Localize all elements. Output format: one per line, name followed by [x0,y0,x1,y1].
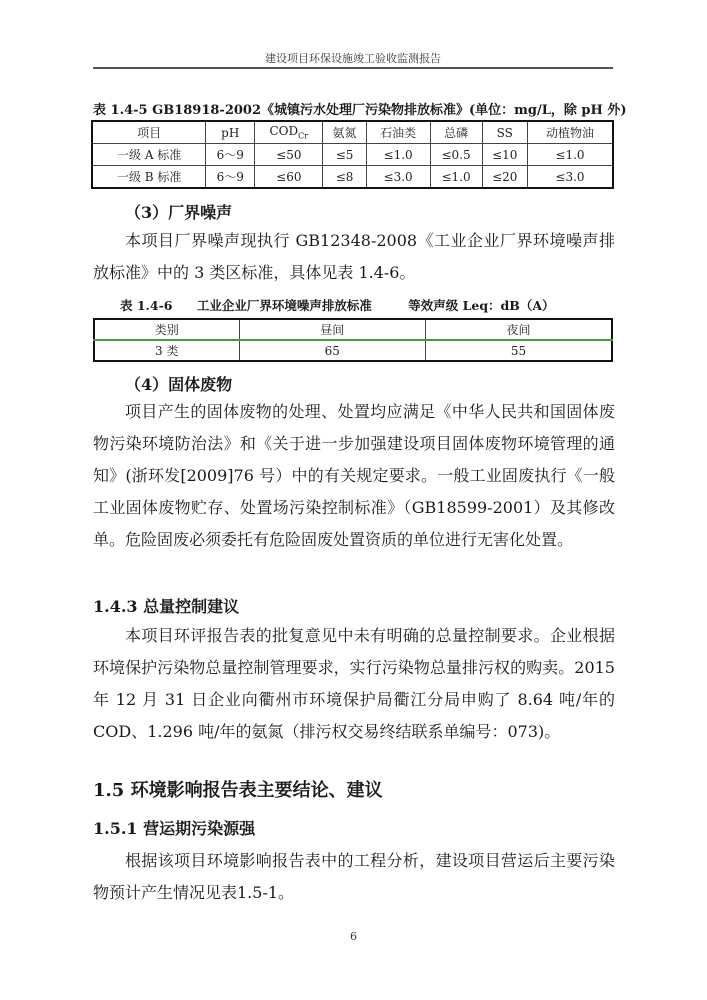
section-1-4-3-heading: 1.4.3 总量控制建议 [93,597,240,616]
table-cell: 6～9 [206,166,255,189]
header-cell [255,121,323,144]
section-1-5-heading: 1.5 环境影响报告表主要结论、建议 [93,780,383,801]
section-1-5-1-paragraph [93,845,615,909]
caption-title: 工业企业厂界环境噪声排放标准 [196,298,372,313]
table-header-row [92,121,613,144]
section-1-4-3-paragraph [93,620,615,748]
table-cell: ≤50 [255,144,323,166]
solid-waste-heading: （4）固体废物 [125,375,233,394]
header-cell: 夜间 [426,319,613,340]
noise-standard-table [93,318,613,362]
page-number: 6 [350,930,357,943]
table-1-caption: 表 1.4-5 GB18918-2002《城镇污水处理厂污染物排放标准》(单位：mg/L，除 pH 外) [93,103,627,118]
cod-subscript: Cr [298,131,309,141]
section-1-5-1-heading: 1.5.1 营运期污染源强 [93,819,256,838]
header-cell: 类别 [94,319,239,340]
table-cell: ≤1.0 [430,166,482,189]
table-header-row [94,319,612,340]
header-cell: SS [482,121,527,144]
table-cell: ≤10 [482,144,527,166]
caption-unit: 等效声级 Leq：dB（A） [408,298,555,313]
table-cell: ≤0.5 [430,144,482,166]
header-cell: 昼间 [239,319,425,340]
paragraph-text: 根据该项目环境影响报告表中的工程分析，建设项目营运后主要污染物预计产生情况见表1.5-1。 [93,851,615,902]
table-2-caption [120,296,555,314]
table-cell: ≤8 [323,166,366,189]
table-row [92,166,613,189]
header-cell: 项目 [92,121,206,144]
noise-heading: （3）厂界噪声 [125,203,233,222]
header-cell: 总磷 [430,121,482,144]
table-cell: ≤3.0 [366,166,430,189]
table-cell: ≤20 [482,166,527,189]
header-rule [93,67,613,69]
sewage-standard-table [91,120,614,189]
noise-paragraph [93,225,615,289]
table-row [94,340,612,361]
header-cell: pH [206,121,255,144]
caption-id: 表 1.4-6 [120,298,173,313]
table-cell: ≤1.0 [366,144,430,166]
table-cell: 3 类 [94,340,239,361]
table-cell: ≤60 [255,166,323,189]
solid-waste-paragraph [93,396,615,556]
table-cell: ≤5 [323,144,366,166]
paragraph-text: 项目产生的固体废物的处理、处置均应满足《中华人民共和国固体废物污染环境防治法》和《关于进一步加强建设项目固体废物环境管理的通知》(浙环发[2009]76 号）中的有关规定要求。一般工业固废执行《一般工业固体废物贮存、处置场污染控制标准》（GB18599-2001）及其修改单。危险固废必须委托有危险固废处置资质的单位进行无害化处置。 [93,402,615,549]
header-cell: 氨氮 [323,121,366,144]
table-cell: ≤3.0 [527,166,613,189]
table-cell: 55 [426,340,613,361]
cod-label: COD [269,124,299,139]
table-cell: ≤1.0 [527,144,613,166]
header-cell: 石油类 [366,121,430,144]
running-header: 建设项目环保设施竣工验收监测报告 [265,52,441,65]
table-row [92,144,613,166]
table-cell: 一级 B 标准 [92,166,206,189]
paragraph-text: 本项目环评报告表的批复意见中未有明确的总量控制要求。企业根据环境保护污染物总量控制管理要求，实行污染物总量排污权的购卖。2015 年 12 月 31 日企业向衢州市环境保护局衢江分局申购了 8.64 吨/年的 COD、1.296 吨/年的氨氮（排污权交易终结联系单编号：073)。 [93,626,615,741]
table-cell: 6～9 [206,144,255,166]
table-cell: 一级 A 标准 [92,144,206,166]
paragraph-text: 本项目厂界噪声现执行 GB12348-2008《工业企业厂界环境噪声排放标准》中的 3 类区标准，具体见表 1.4-6。 [93,231,615,282]
header-cell: 动植物油 [527,121,613,144]
table-cell: 65 [239,340,425,361]
